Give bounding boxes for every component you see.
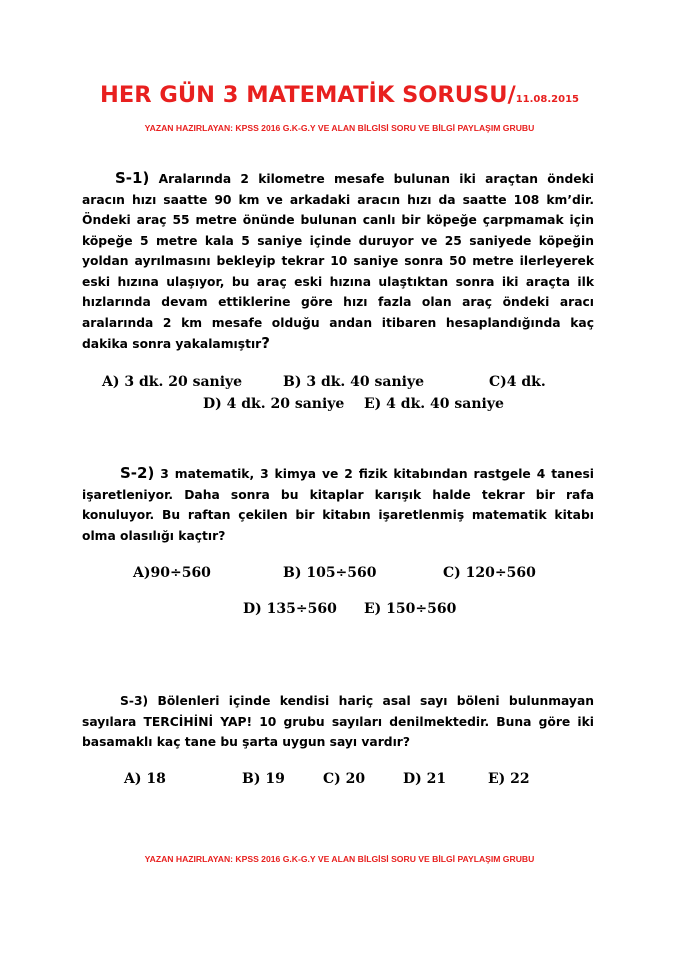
- page-title: [0, 82, 679, 108]
- q1-option-b[interactable]: B) 3 dk. 40 saniye: [283, 374, 425, 390]
- title-date: 11.08.2015: [515, 94, 579, 105]
- q3-option-a[interactable]: A) 18: [124, 771, 166, 787]
- q2-option-c[interactable]: C) 120÷560: [443, 565, 536, 581]
- footer-author-line: YAZAN HAZIRLAYAN: KPSS 2016 G.K-G.Y VE ALAN BİLGİSİ SORU VE BİLGİ PAYLAŞIM GRUBU: [144, 854, 535, 864]
- question-3-text: Bölenleri içinde kendisi hariç asal sayı böleni bulunmayan sayılara TERCİHİNİ YAP! 10 grubu sayıları denilmektedir. Buna göre iki basamaklı kaç tane bu şarta uygun sayı vardır?: [82, 694, 595, 749]
- q2-option-d[interactable]: D) 135÷560: [243, 601, 337, 617]
- q1-option-d[interactable]: D) 4 dk. 20 saniye: [203, 396, 345, 412]
- question-2-label: S-2): [120, 464, 155, 482]
- q2-option-b[interactable]: B) 105÷560: [283, 565, 377, 581]
- q3-option-e[interactable]: E) 22: [488, 771, 530, 787]
- question-1-label: S-1): [115, 169, 150, 187]
- q3-option-d[interactable]: D) 21: [403, 771, 447, 787]
- q2-option-e[interactable]: E) 150÷560: [364, 601, 457, 617]
- question-2-text: 3 matematik, 3 kimya ve 2 fizik kitabından rastgele 4 tanesi işaretleniyor. Daha sonra bu kitaplar karışık halde tekrar bir rafa konuluyor. Bu raftan çekilen bir kitabın işaretlenmiş matematik kitabı olma olasılığı kaçtır?: [82, 467, 595, 543]
- q1-option-e[interactable]: E) 4 dk. 40 saniye: [364, 396, 504, 412]
- q2-option-a[interactable]: A)90÷560: [133, 565, 211, 581]
- question-1-text: Aralarında 2 kilometre mesafe bulunan iki araçtan öndeki aracın hızı saatte 90 km ve arkadaki aracın hızı da saatte 108 km’dir. Öndeki araç 55 metre önünde bulunan canlı bir köpeğe çarpmamak için köpeğe 5 metre kala 5 saniye içinde duruyor ve 25 saniyede köpeğin yoldan ayrılmasını bekleyip tekrar 10 saniye sonra 50 metre ilerleyerek eski hızına ulaşıyor, bu araç eski hızına ulaştıktan sonra iki araçta ilk hızlarında devam ettiklerine göre hızı fazla olan araç öndeki aracı aralarında 2 km mesafe olduğu andan itibaren hesaplandığında kaç dakika sonra yakalamıştır: [82, 172, 595, 351]
- title-text: HER GÜN 3 MATEMATİK SORUSU/: [100, 82, 516, 108]
- question-2: [82, 463, 594, 546]
- question-1-end: ?: [261, 334, 270, 352]
- q1-option-c[interactable]: C)4 dk.: [489, 374, 546, 390]
- q3-option-b[interactable]: B) 19: [242, 771, 285, 787]
- author-line: YAZAN HAZIRLAYAN: KPSS 2016 G.K-G.Y VE ALAN BİLGİSİ SORU VE BİLGİ PAYLAŞIM GRUBU: [144, 123, 535, 133]
- q1-option-a[interactable]: A) 3 dk. 20 saniye: [102, 374, 243, 390]
- q3-option-c[interactable]: C) 20: [323, 771, 366, 787]
- question-3-label: S-3): [120, 694, 149, 708]
- question-3: [82, 691, 594, 753]
- question-1: [82, 168, 594, 355]
